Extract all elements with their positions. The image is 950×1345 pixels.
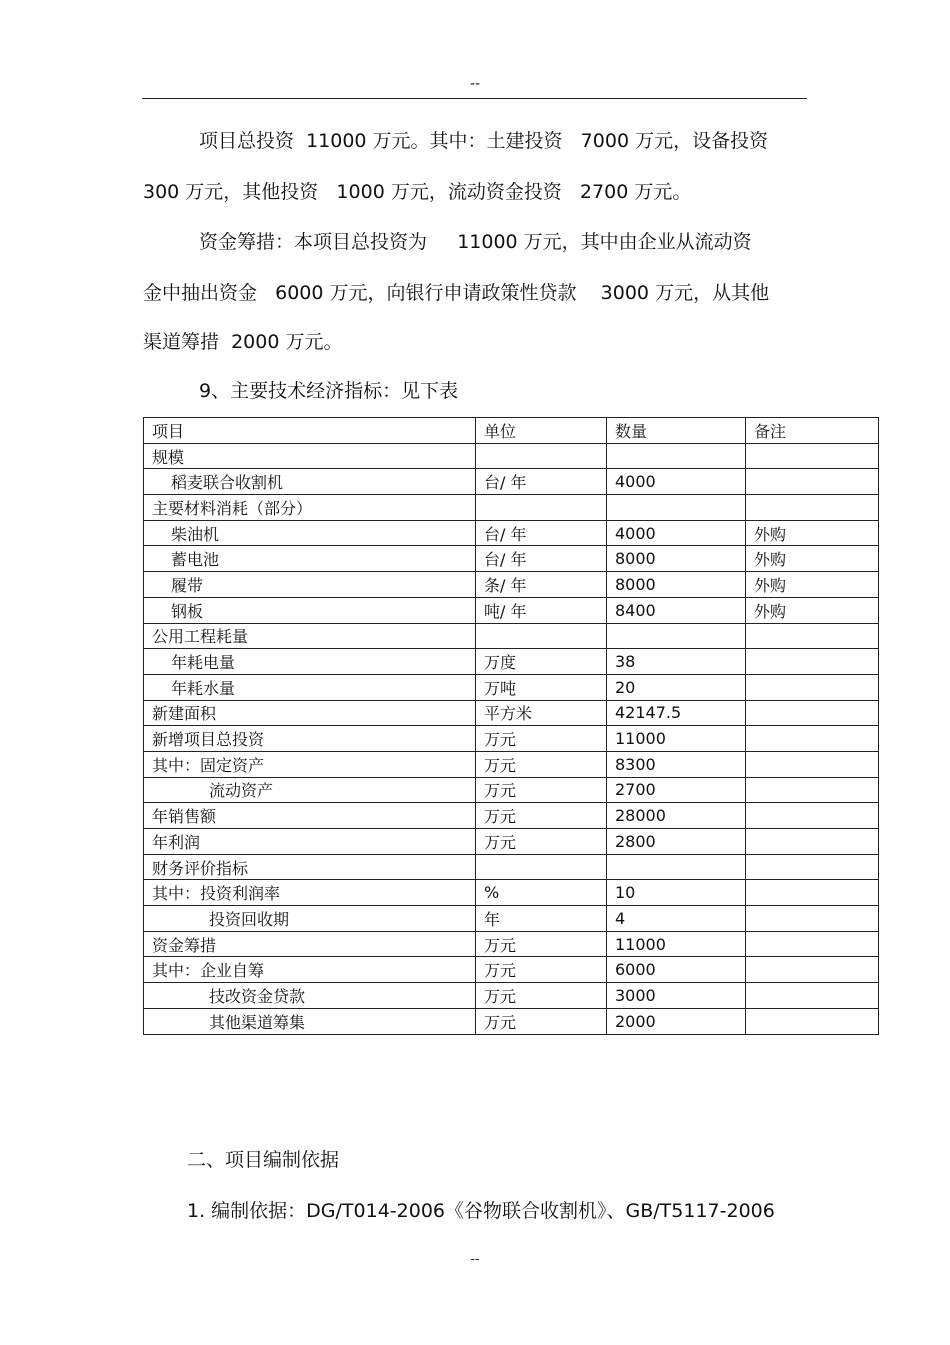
row-item: 稻麦联合收割机 (144, 469, 476, 495)
row-quantity: 2700 (607, 777, 746, 803)
table-row (144, 957, 879, 983)
row-unit: 万元 (476, 803, 607, 829)
header-rule (142, 98, 807, 99)
table-row (144, 931, 879, 957)
row-quantity (607, 623, 746, 649)
row-remark (746, 649, 879, 675)
row-remark (746, 803, 879, 829)
row-unit: 平方米 (476, 700, 607, 726)
paragraph-funding-line2: 金中抽出资金 6000 万元，向银行申请政策性贷款 3000 万元，从其他 (143, 282, 770, 304)
row-item: 财务评价指标 (144, 854, 476, 880)
row-remark (746, 854, 879, 880)
row-quantity: 2800 (607, 829, 746, 855)
row-quantity: 4000 (607, 520, 746, 546)
row-remark (746, 674, 879, 700)
row-item: 其中：固定资产 (144, 751, 476, 777)
row-remark (746, 1008, 879, 1034)
row-remark (746, 726, 879, 752)
section-2-item-1: 1. 编制依据：DG/T014-2006《谷物联合收割机》、GB/T5117-2006 (187, 1200, 775, 1222)
row-remark (746, 443, 879, 469)
row-quantity: 11000 (607, 726, 746, 752)
paragraph-funding-line3: 渠道筹措 2000 万元。 (143, 331, 343, 353)
row-quantity: 10 (607, 880, 746, 906)
row-quantity: 11000 (607, 931, 746, 957)
row-quantity: 6000 (607, 957, 746, 983)
row-item: 蓄电池 (144, 546, 476, 572)
row-quantity (607, 495, 746, 521)
row-quantity: 2000 (607, 1008, 746, 1034)
header-remark: 备注 (746, 418, 879, 444)
table-row (144, 1008, 879, 1034)
row-item: 新增项目总投资 (144, 726, 476, 752)
row-unit: 万元 (476, 777, 607, 803)
table-row (144, 906, 879, 932)
row-remark (746, 623, 879, 649)
row-item: 年耗水量 (144, 674, 476, 700)
paragraph-investment-line1: 项目总投资 11000 万元。其中：土建投资 7000 万元，设备投资 (199, 130, 769, 152)
row-quantity: 8300 (607, 751, 746, 777)
indicator-table (143, 417, 879, 1035)
table-row (144, 623, 879, 649)
row-remark (746, 983, 879, 1009)
row-unit: 万度 (476, 649, 607, 675)
row-remark (746, 906, 879, 932)
section-2-heading: 二、项目编制依据 (187, 1149, 340, 1171)
table-row (144, 572, 879, 598)
row-remark: 外购 (746, 546, 879, 572)
row-remark: 外购 (746, 572, 879, 598)
row-quantity: 42147.5 (607, 700, 746, 726)
row-item: 柴油机 (144, 520, 476, 546)
row-item: 投资回收期 (144, 906, 476, 932)
row-item: 资金筹措 (144, 931, 476, 957)
row-remark (746, 469, 879, 495)
table-row (144, 854, 879, 880)
section-9-heading: 9、主要技术经济指标：见下表 (199, 380, 459, 402)
row-unit (476, 495, 607, 521)
row-item: 钢板 (144, 597, 476, 623)
row-unit: 万元 (476, 931, 607, 957)
row-item: 其他渠道筹集 (144, 1008, 476, 1034)
row-unit: % (476, 880, 607, 906)
row-item: 年耗电量 (144, 649, 476, 675)
row-quantity (607, 854, 746, 880)
row-remark (746, 931, 879, 957)
row-quantity: 8000 (607, 572, 746, 598)
row-remark: 外购 (746, 520, 879, 546)
row-quantity: 4000 (607, 469, 746, 495)
table-row (144, 520, 879, 546)
table-row (144, 649, 879, 675)
row-unit: 台/ 年 (476, 520, 607, 546)
table-row (144, 983, 879, 1009)
row-item: 其中：企业自筹 (144, 957, 476, 983)
row-quantity: 8000 (607, 546, 746, 572)
row-unit: 台/ 年 (476, 469, 607, 495)
row-quantity (607, 443, 746, 469)
row-quantity: 38 (607, 649, 746, 675)
row-unit: 万元 (476, 983, 607, 1009)
row-remark (746, 829, 879, 855)
row-unit: 台/ 年 (476, 546, 607, 572)
table-row (144, 751, 879, 777)
page-header: -- (469, 76, 481, 92)
table-row (144, 495, 879, 521)
paragraph-investment-line2: 300 万元，其他投资 1000 万元，流动资金投资 2700 万元。 (143, 181, 692, 203)
row-remark (746, 957, 879, 983)
table-row (144, 726, 879, 752)
table-row (144, 546, 879, 572)
paragraph-funding-line1: 资金筹措：本项目总投资为 11000 万元，其中由企业从流动资 (199, 231, 752, 253)
table-row (144, 443, 879, 469)
row-unit: 年 (476, 906, 607, 932)
row-unit: 万元 (476, 957, 607, 983)
row-item: 其中：投资利润率 (144, 880, 476, 906)
table-header-row (144, 418, 879, 444)
table-row (144, 829, 879, 855)
table-row (144, 700, 879, 726)
row-unit: 万元 (476, 1008, 607, 1034)
row-remark (746, 880, 879, 906)
row-unit (476, 854, 607, 880)
row-item: 规模 (144, 443, 476, 469)
table-row (144, 880, 879, 906)
table-row (144, 803, 879, 829)
row-remark (746, 495, 879, 521)
row-unit: 吨/ 年 (476, 597, 607, 623)
page-footer: -- (470, 1252, 480, 1266)
row-unit: 万吨 (476, 674, 607, 700)
row-item: 流动资产 (144, 777, 476, 803)
header-item: 项目 (144, 418, 476, 444)
row-unit: 万元 (476, 726, 607, 752)
row-remark (746, 751, 879, 777)
row-unit (476, 443, 607, 469)
row-item: 履带 (144, 572, 476, 598)
row-item: 新建面积 (144, 700, 476, 726)
row-quantity: 20 (607, 674, 746, 700)
row-remark (746, 700, 879, 726)
row-unit: 条/ 年 (476, 572, 607, 598)
row-unit (476, 623, 607, 649)
row-quantity: 8400 (607, 597, 746, 623)
row-item: 年利润 (144, 829, 476, 855)
row-item: 年销售额 (144, 803, 476, 829)
row-item: 主要材料消耗（部分） (144, 495, 476, 521)
row-item: 公用工程耗量 (144, 623, 476, 649)
row-quantity: 4 (607, 906, 746, 932)
table-row (144, 597, 879, 623)
row-unit: 万元 (476, 829, 607, 855)
row-unit: 万元 (476, 751, 607, 777)
table-row (144, 674, 879, 700)
row-remark (746, 777, 879, 803)
row-item: 技改资金贷款 (144, 983, 476, 1009)
header-quantity: 数量 (607, 418, 746, 444)
header-unit: 单位 (476, 418, 607, 444)
table-row (144, 777, 879, 803)
row-remark: 外购 (746, 597, 879, 623)
row-quantity: 28000 (607, 803, 746, 829)
row-quantity: 3000 (607, 983, 746, 1009)
table-row (144, 469, 879, 495)
